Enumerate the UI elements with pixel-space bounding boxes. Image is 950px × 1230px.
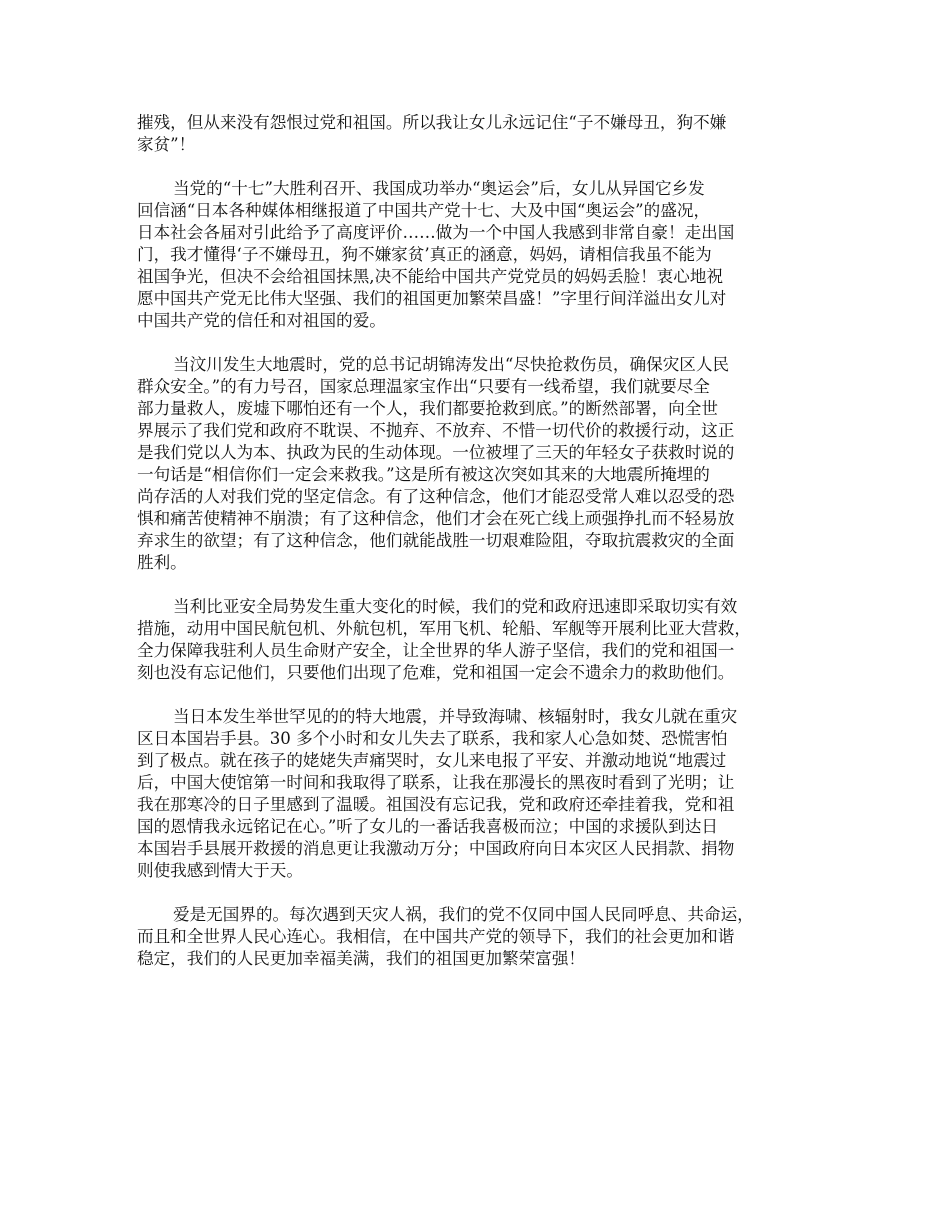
paragraph-gap: [137, 156, 823, 178]
text-line: 部力量救人，废墟下哪怕还有一个人，我们都要抢救到底。”的断然部署，向全世: [137, 399, 718, 418]
paragraph-5: [137, 706, 823, 882]
paragraph-3: [137, 354, 823, 574]
paragraph-gap: [137, 574, 823, 596]
text-line: 是我们党以人为本、执政为民的生动体现。一位被埋了三天的年轻女子获救时说的: [137, 443, 735, 462]
text-line: 全力保障我驻利人员生命财产安全，让全世界的华人游子坚信，我们的党和祖国一: [137, 641, 735, 660]
text-line: 我在那寒冷的日子里感到了温暖。祖国没有忘记我，党和政府还牵挂着我，党和祖: [137, 795, 735, 814]
text-line: 惧和痛苦使精神不崩溃；有了这种信念，他们才会在死亡线上顽强挣扎而不轻易放: [137, 509, 735, 528]
text-line: 本国岩手县展开救援的消息更让我激动万分；中国政府向日本灾区人民捐款、捐物: [137, 839, 735, 858]
text-line: 弃求生的欲望；有了这种信念，他们就能战胜一切艰难险阻，夺取抗震救灾的全面: [137, 531, 735, 550]
paragraph-6: [137, 904, 823, 970]
text-line: 区日本国岩手县。30 多个小时和女儿失去了联系，我和家人心急如焚、恐慌害怕: [137, 729, 728, 748]
paragraph-gap: [137, 332, 823, 354]
paragraph-2: [137, 178, 823, 332]
text-line: 当日本发生举世罕见的的特大地震，并导致海啸、核辐射时，我女儿就在重灾: [173, 707, 738, 726]
text-line: 刻也没有忘记他们，只要他们出现了危难，党和祖国一定会不遗余力的救助他们。: [137, 663, 735, 682]
text-line: 家贫”！: [137, 135, 196, 154]
text-line: 当汶川发生大地震时，党的总书记胡锦涛发出“尽快抢救伤员，确保灾区人民: [173, 355, 730, 374]
text-line: 到了极点。就在孩子的姥姥失声痛哭时，女儿来电报了平安、并激动地说“地震过: [137, 751, 727, 770]
text-line: 胜利。: [137, 553, 187, 572]
text-line: 日本社会各届对引此给予了高度评价……做为一个中国人我感到非常自豪！走出国: [137, 223, 735, 242]
text-line: 而且和全世界人民心连心。我相信，在中国共产党的领导下，我们的社会更加和谐: [137, 927, 735, 946]
text-line: 国的恩情我永远铭记在心。”听了女儿的一番话我喜极而泣；中国的求援队到达日: [137, 817, 718, 836]
text-line: 稳定，我们的人民更加幸福美满，我们的祖国更加繁荣富强！: [137, 949, 586, 968]
text-line: 则使我感到情大于天。: [137, 861, 303, 880]
paragraph-4: [137, 596, 823, 684]
paragraph-gap: [137, 882, 823, 904]
text-line: 愿中国共产党无比伟大坚强、我们的祖国更加繁荣昌盛！”字里行间洋溢出女儿对: [137, 289, 727, 308]
paragraph-gap: [137, 684, 823, 706]
text-line: 回信涵“日本各种媒体相继报道了中国共产党十七、大及中国“奥运会”的盛况，: [137, 201, 711, 220]
document-body: [137, 112, 823, 970]
text-line: 祖国争光，但决不会给祖国抹黑,决不能给中国共产党党员的妈妈丢脸！衷心地祝: [137, 267, 724, 286]
text-line: 当党的“十七”大胜利召开、我国成功举办“奥运会”后，女儿从异国它乡发: [173, 179, 705, 198]
text-line: 后，中国大使馆第一时间和我取得了联系，让我在那漫长的黑夜时看到了光明；让: [137, 773, 735, 792]
text-line: 门，我才懂得‘子不嫌母丑，狗不嫌家贫’真正的涵意，妈妈，请相信我虽不能为: [137, 245, 712, 264]
text-line: 摧残，但从来没有怨恨过党和祖国。所以我让女儿永远记住“子不嫌母丑，狗不嫌: [137, 113, 727, 132]
text-line: 中国共产党的信任和对祖国的爱。: [137, 311, 386, 330]
text-line: 尚存活的人对我们党的坚定信念。有了这种信念，他们才能忍受常人难以忍受的恐: [137, 487, 735, 506]
text-line: 措施，动用中国民航包机、外航包机，军用飞机、轮船、军舰等开展利比亚大营救，: [137, 619, 751, 638]
text-line: 当利比亚安全局势发生重大变化的时候，我们的党和政府迅速即采取切实有效: [173, 597, 738, 616]
text-line: 爱是无国界的。每次遇到天灾人祸，我们的党不仅同中国人民同呼息、共命运，: [173, 905, 754, 924]
paragraph-1: [137, 112, 823, 156]
text-line: 群众安全。”的有力号召，国家总理温家宝作出“只要有一线希望，我们就要尽全: [137, 377, 710, 396]
text-line: 界展示了我们党和政府不耽误、不抛弃、不放弃、不惜一切代价的救援行动，这正: [137, 421, 735, 440]
text-line: 一句话是“相信你们一定会来救我。”这是所有被这次突如其来的大地震所掩埋的: [137, 465, 710, 484]
